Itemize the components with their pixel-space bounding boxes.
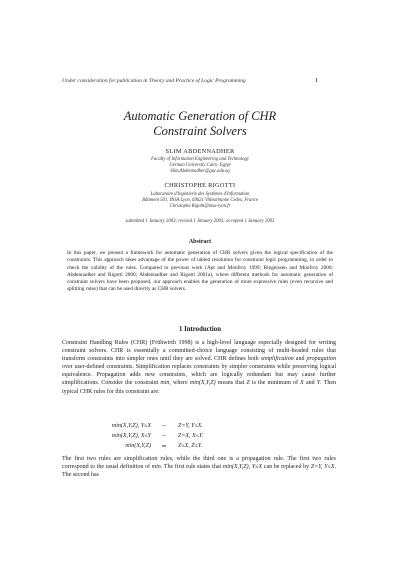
text-run: and [303, 380, 317, 387]
affiliation-line: German University Cairo, Egypt [169, 163, 231, 169]
title-line-1: Automatic Generation of CHR [123, 109, 277, 123]
page-number: 1 [315, 77, 319, 84]
text-run: and [293, 356, 307, 363]
email: Christophe.Rigotti@insa-lyon.fr [169, 204, 231, 210]
math-term: min(X,Y,Z), Y≤X [222, 464, 263, 471]
math-term: X [300, 380, 304, 387]
rule-body: Z=X, X≤Y. [178, 433, 204, 439]
author-1-affiliation [0, 157, 400, 176]
section-heading: 1 Introduction [179, 326, 221, 333]
text-run: . The first rule states that [160, 464, 223, 471]
text-run: is the minimum of [249, 380, 301, 387]
chr-rule [62, 433, 336, 443]
text-run: . The second has [62, 464, 336, 479]
text-run: , where [169, 380, 190, 387]
email: Slim.Abdennadher@guc.edu.eg [170, 169, 230, 175]
math-term: Y [316, 380, 321, 387]
running-header: Under consideration for publication in Theory and Practice of Logic Programming [62, 78, 246, 84]
chr-rule [62, 423, 336, 433]
rule-head: min(X,Y,Z) [125, 443, 151, 449]
math-term: Z [246, 380, 250, 387]
submission-note: submitted 1 January 2003; revised 1 January 2003; accepted 1 January 2003 [125, 219, 275, 224]
text-run: The first two rules are simplification rules, while the third one is a propagation rule. The first two rules correspond to the usual definition of [62, 456, 336, 471]
rule-head: min(X,Y,Z), Y≤X [111, 423, 151, 429]
text-run: . Then typical CHR rules for this constraint are: [62, 380, 336, 395]
text-run: can be replaced by [262, 464, 311, 471]
term-propagation: propagation [306, 356, 336, 363]
author-2-affiliation [0, 192, 400, 211]
rule-body: Z≤X, Z≤Y. [178, 443, 203, 449]
affiliation-line: Bâtiment 501, INSA Lyon, 69621 Villeurbanne Cedex, France [142, 198, 258, 204]
math-term: min [160, 380, 170, 387]
math-term: min [151, 464, 161, 471]
term-simplification: simplification [260, 356, 294, 363]
affiliation-line: Faculty of Information Engineering and Technology [151, 157, 249, 162]
chr-rule [62, 443, 336, 453]
author-2-name: CHRISTOPHE RIGOTTI [164, 182, 236, 189]
second-paragraph [62, 455, 336, 479]
paper-title [0, 109, 400, 139]
affiliation-line: Laboratoire d'Ingénierie des Systèmes d'Information [150, 192, 250, 197]
text-run: Constraint Handling Rules (CHR) (Frühwirth 1998) is a high-level language especially designed for writing constraint solvers. CHR is essentially a committed-choice language consisting of multi-headed rules that transform constraints into simpler ones until they are solved. CHR defines both [62, 340, 336, 363]
text-run: means that [215, 380, 247, 387]
author-1-name: SLIM ABDENNADHER [165, 148, 235, 155]
rule-head: min(X,Y,Z), X≤Y [111, 433, 151, 439]
rule-operator: ⇔ [161, 433, 167, 439]
title-line-2: Constraint Solvers [153, 124, 247, 138]
abstract-heading: Abstract [188, 239, 212, 245]
math-term: min(X,Y,Z) [189, 380, 216, 387]
text-run: over user-defined constraints. Simplification replaces constraints by simpler constraints while preserving logical equivalence. Propagation adds new constraints, which are logically redundant but may cause further simplifications. Consider the constraint [62, 364, 336, 387]
math-term: Z=Y, Y≤X [310, 464, 335, 471]
abstract-text: In this paper, we present a framework for automatic generation of CHR solvers given the logical specification of the constraints. This approach takes advantage of the power of tabled resolution for constraint logic programming, in order to check the validity of the rules. Compared to previous work (Apt and Monfroy 1999; Ringeissen and Monfroy 2000; Abdennadher and Rigotti 2000; Abdennadher and Rigotti 2001a), where different methods for automatic generation of constraint solvers have been proposed, our approach enables the generation of more expressive rules (even recursive and splitting rules) that can be used directly as CHR solvers. [67, 250, 333, 293]
rule-body: Z=Y, Y≤X. [178, 423, 203, 429]
intro-paragraph [62, 339, 336, 396]
rule-operator: ⇔ [161, 423, 167, 429]
rule-operator: ⇒ [161, 444, 167, 450]
